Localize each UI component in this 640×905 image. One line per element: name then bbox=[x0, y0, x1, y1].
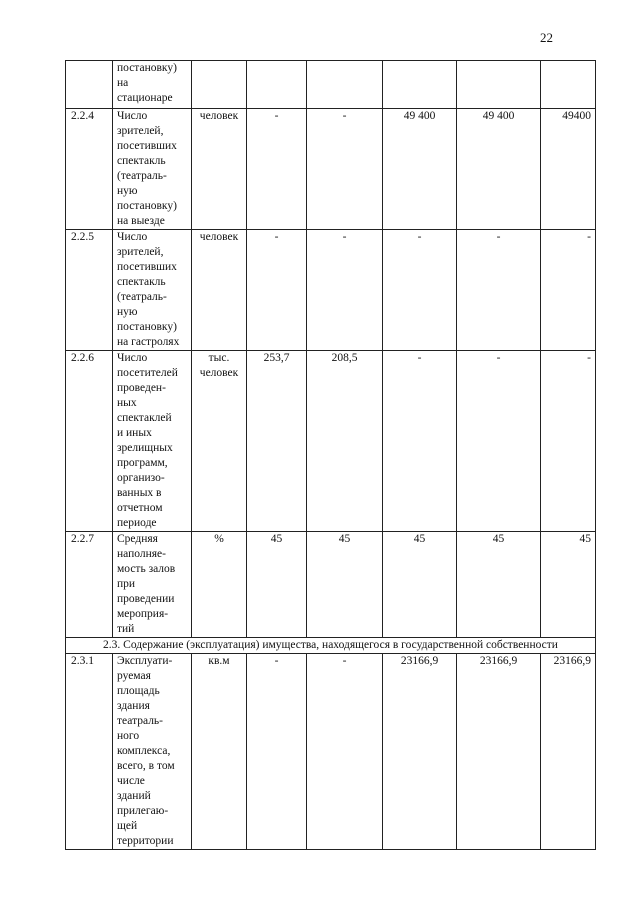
value-cell: - bbox=[457, 230, 541, 351]
value-cell: 49 400 bbox=[457, 109, 541, 230]
value-cell: - bbox=[247, 654, 307, 850]
table-row bbox=[66, 351, 596, 532]
value-cell: 45 bbox=[457, 532, 541, 638]
value-cell: - bbox=[383, 351, 457, 532]
value-cell: - bbox=[247, 230, 307, 351]
section-title: 2.3. Содержание (эксплуатация) имущества, находящегося в государственной собственности bbox=[66, 638, 596, 654]
table-row bbox=[66, 654, 596, 850]
row-number: 2.3.1 bbox=[66, 654, 113, 850]
indicator-name: постановку) на стационаре bbox=[113, 61, 192, 109]
value-cell: - bbox=[307, 109, 383, 230]
value-cell: - bbox=[307, 230, 383, 351]
table-row bbox=[66, 61, 596, 109]
row-number: 2.2.5 bbox=[66, 230, 113, 351]
value-cell: 49400 bbox=[541, 109, 596, 230]
row-number bbox=[66, 61, 113, 109]
unit-cell bbox=[192, 61, 247, 109]
unit-cell: тыс. человек bbox=[192, 351, 247, 532]
indicator-name: Число посетителей проведен- ных спектаклей и иных зрелищных программ, организо- ванных в отчетном периоде bbox=[113, 351, 192, 532]
indicator-name: Средняя наполняе- мость залов при проведении мероприя- тий bbox=[113, 532, 192, 638]
row-number: 2.2.6 bbox=[66, 351, 113, 532]
value-cell: 45 bbox=[541, 532, 596, 638]
section-header-row bbox=[66, 638, 596, 654]
row-number: 2.2.4 bbox=[66, 109, 113, 230]
unit-cell: человек bbox=[192, 109, 247, 230]
indicator-name: Число зрителей, посетивших спектакль (театраль- ную постановку) на гастролях bbox=[113, 230, 192, 351]
value-cell: 45 bbox=[307, 532, 383, 638]
value-cell: - bbox=[383, 230, 457, 351]
table-row bbox=[66, 230, 596, 351]
indicators-table bbox=[65, 60, 596, 850]
value-cell: 23166,9 bbox=[457, 654, 541, 850]
page-number: 22 bbox=[540, 30, 553, 45]
value-cell: - bbox=[247, 109, 307, 230]
unit-cell: % bbox=[192, 532, 247, 638]
table-row bbox=[66, 109, 596, 230]
value-cell bbox=[457, 61, 541, 109]
value-cell: 45 bbox=[247, 532, 307, 638]
unit-cell: кв.м bbox=[192, 654, 247, 850]
value-cell bbox=[383, 61, 457, 109]
value-cell: 208,5 bbox=[307, 351, 383, 532]
value-cell: 23166,9 bbox=[541, 654, 596, 850]
value-cell: 23166,9 bbox=[383, 654, 457, 850]
value-cell bbox=[307, 61, 383, 109]
row-number: 2.2.7 bbox=[66, 532, 113, 638]
table-row bbox=[66, 532, 596, 638]
value-cell bbox=[541, 61, 596, 109]
value-cell: 253,7 bbox=[247, 351, 307, 532]
indicator-name: Число зрителей, посетивших спектакль (театраль- ную постановку) на выезде bbox=[113, 109, 192, 230]
value-cell bbox=[247, 61, 307, 109]
value-cell: 49 400 bbox=[383, 109, 457, 230]
value-cell: - bbox=[307, 654, 383, 850]
value-cell: 45 bbox=[383, 532, 457, 638]
value-cell: - bbox=[541, 351, 596, 532]
value-cell: - bbox=[541, 230, 596, 351]
value-cell: - bbox=[457, 351, 541, 532]
unit-cell: человек bbox=[192, 230, 247, 351]
indicator-name: Эксплуати- руемая площадь здания театраль- ного комплекса, всего, в том числе зданий прилегаю- щей территории bbox=[113, 654, 192, 850]
